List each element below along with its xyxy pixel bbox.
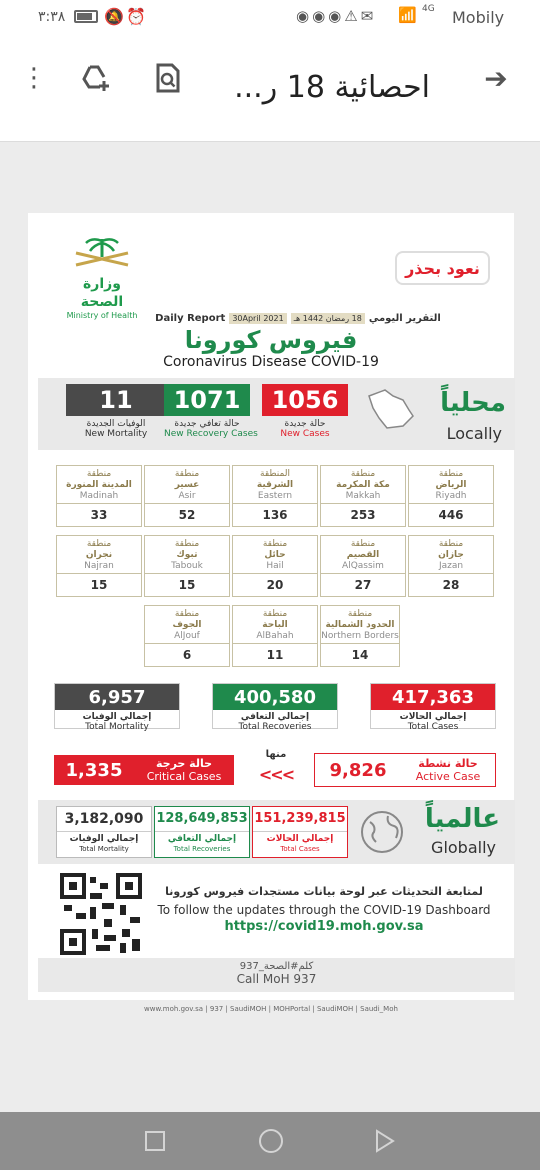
region-card <box>144 465 230 527</box>
active-cases-en: Active Case <box>415 770 481 783</box>
global-mortality-en: Total Mortality <box>79 845 129 853</box>
region-name-ar: جازان <box>438 550 464 560</box>
total-mortality-box <box>54 683 180 732</box>
back-arrow-icon[interactable]: ➔ <box>484 61 508 95</box>
notification-icons: ◉◉◉⚠✉ <box>296 7 377 25</box>
global-label-en: Globally <box>431 838 496 857</box>
title-ar: فيروس كورونا <box>184 326 358 354</box>
region-name-ar: الجوف <box>172 620 202 630</box>
region-header <box>57 466 141 504</box>
back-icon[interactable] <box>370 1126 400 1156</box>
critical-cases-ar: حالة حرجة <box>155 757 213 770</box>
region-card <box>232 535 318 597</box>
total-cases-box <box>370 683 496 732</box>
region-card <box>56 465 142 527</box>
global-cases-ar: إجمالي الحالات <box>266 834 334 844</box>
region-header <box>57 536 141 574</box>
moh-name-en: Ministry of Health <box>66 311 138 320</box>
region-header <box>233 606 317 644</box>
region-value: 20 <box>266 578 284 592</box>
region-card <box>320 465 406 527</box>
call-text-ar: كلم#الصحة_937 <box>239 961 314 972</box>
call-strip <box>38 958 515 992</box>
region-prefix: منطقة <box>347 609 373 619</box>
region-name-en: AlJouf <box>174 631 200 641</box>
global-label-ar: عالمياً <box>424 804 500 834</box>
total-cases-ar: إجمالي الحالات <box>399 712 467 722</box>
region-card <box>408 535 494 597</box>
region-header <box>233 466 317 504</box>
region-header <box>145 466 229 504</box>
home-icon[interactable] <box>256 1126 286 1156</box>
region-value: 11 <box>266 648 284 662</box>
total-recoveries-en: Total Recoveries <box>238 722 312 732</box>
local-label-ar: محلياً <box>440 388 506 418</box>
region-header <box>321 466 405 504</box>
new-mortality-stat <box>66 384 166 439</box>
total-recoveries-ar: إجمالي التعافي <box>240 712 310 722</box>
page-title: احصائية 18 ر... <box>234 70 430 105</box>
add-to-drive-icon[interactable] <box>76 58 116 98</box>
status-bar <box>0 0 540 36</box>
region-prefix: منطقة <box>438 469 464 479</box>
total-cases-value: 417,363 <box>371 684 495 710</box>
region-name-ar: القصيم <box>346 550 380 560</box>
region-header <box>233 536 317 574</box>
global-cases-value: 151,239,815 <box>253 807 347 832</box>
region-name-ar: حائل <box>264 550 286 560</box>
browser-toolbar <box>0 36 540 142</box>
critical-cases-en: Critical Cases <box>146 770 222 783</box>
status-time: ٣:٣٨ <box>38 9 66 25</box>
dashboard-text-en: To follow the updates through the COVID-19 Dashboard <box>157 903 491 917</box>
region-prefix: منطقة <box>262 609 288 619</box>
region-name-ar: تبوك <box>176 550 198 560</box>
region-value: 28 <box>442 578 460 592</box>
region-card <box>232 605 318 667</box>
region-name-ar: الحدود الشمالية <box>325 620 395 630</box>
find-in-file-icon[interactable] <box>148 58 188 98</box>
global-recoveries-en: Total Recoveries <box>173 845 231 853</box>
region-name-en: Jazan <box>438 561 464 571</box>
total-mortality-value: 6,957 <box>55 684 179 710</box>
region-value: 253 <box>350 508 376 522</box>
region-prefix: منطقة <box>86 539 112 549</box>
region-prefix: منطقة <box>438 539 464 549</box>
region-prefix: منطقة <box>174 469 200 479</box>
region-name-en: AlQassim <box>342 561 384 571</box>
region-name-ar: الرياض <box>435 480 467 490</box>
new-recoveries-stat <box>164 384 258 439</box>
new-cases-en: New Cases <box>280 429 330 439</box>
qr-code-icon[interactable] <box>60 873 142 955</box>
network-type: 4G <box>422 4 435 14</box>
new-recoveries-value: 1071 <box>164 384 250 416</box>
region-header <box>321 606 399 644</box>
region-name-ar: المدينة المنورة <box>66 480 132 490</box>
call-text-en: Call MoH 937 <box>236 972 317 986</box>
region-value: 15 <box>90 578 108 592</box>
region-value: 33 <box>90 508 108 522</box>
total-recoveries-value: 400,580 <box>213 684 337 710</box>
critical-cases-value: 1,335 <box>65 759 123 781</box>
total-cases-en: Total Cases <box>407 722 459 732</box>
date-gregorian: 30April 2021 <box>229 313 286 324</box>
region-value: 27 <box>354 578 372 592</box>
saudi-map-icon <box>363 386 417 432</box>
global-recoveries-box <box>154 806 250 858</box>
region-prefix: منطقة <box>86 469 112 479</box>
region-prefix: منطقة <box>262 539 288 549</box>
global-recoveries-value: 128,649,853 <box>155 807 249 832</box>
critical-cases-labels <box>134 757 234 783</box>
region-name-ar: الباحة <box>262 620 288 630</box>
region-value: 136 <box>262 508 288 522</box>
global-cases-en: Total Cases <box>280 845 320 853</box>
of-which-label: منها <box>265 749 287 760</box>
region-value: 15 <box>178 578 196 592</box>
region-name-en: Hail <box>266 561 284 571</box>
battery-icon <box>74 10 98 23</box>
total-mortality-ar: إجمالي الوفيات <box>82 712 152 722</box>
local-stats-strip <box>38 378 515 450</box>
global-mortality-value: 3,182,090 <box>57 807 151 832</box>
region-name-ar: نجران <box>85 550 113 560</box>
global-mortality-box <box>56 806 152 858</box>
region-name-en: Riyadh <box>435 491 467 501</box>
moh-name-ar: وزارة الصحة <box>80 276 124 310</box>
region-card <box>408 465 494 527</box>
system-nav-bar <box>0 1112 540 1170</box>
active-cases-ar: حالة نشطة <box>418 757 478 770</box>
region-name-ar: مكة المكرمة <box>336 480 390 490</box>
dashboard-url-link[interactable]: https://covid19.moh.gov.sa <box>224 919 424 934</box>
region-header <box>409 536 493 574</box>
region-card <box>144 535 230 597</box>
new-mortality-ar: الوفيات الجديدة <box>86 419 146 429</box>
new-recoveries-ar: حالة تعافي جديدة <box>174 419 240 429</box>
global-stats-strip <box>38 800 515 864</box>
region-card <box>320 605 400 667</box>
more-options-icon[interactable]: ⋮ <box>21 63 47 93</box>
carrier-name: Mobily <box>452 8 505 27</box>
dashboard-text-ar: لمتابعة التحديثات عبر لوحة بيانات مستجدات فيروس كورونا <box>165 885 483 898</box>
footer-social: www.moh.gov.sa | 937 | SaudiMOH | MOHPortal | SaudiMOH | Saudi_Moh <box>144 1005 398 1013</box>
region-card <box>56 535 142 597</box>
region-name-en: Asir <box>178 491 196 501</box>
region-name-ar: عسير <box>174 480 200 490</box>
region-name-ar: الشرقية <box>256 480 294 490</box>
moh-logo <box>62 235 142 320</box>
region-name-en: Tabouk <box>171 561 203 571</box>
new-cases-value: 1056 <box>262 384 348 416</box>
mute-icon: 🔕 <box>104 7 124 26</box>
region-prefix: منطقة <box>350 469 376 479</box>
region-name-en: Eastern <box>257 491 293 501</box>
globe-icon <box>358 808 406 856</box>
region-name-en: Madinah <box>79 491 119 501</box>
region-value: 6 <box>182 648 192 662</box>
critical-cases-box <box>54 755 234 785</box>
region-card <box>320 535 406 597</box>
region-prefix: منطقة <box>174 539 200 549</box>
region-card <box>144 605 230 667</box>
active-cases-labels <box>401 757 495 783</box>
region-value: 446 <box>438 508 464 522</box>
wifi-icon: 📶 <box>398 6 417 24</box>
global-cases-box <box>252 806 348 858</box>
title-en: Coronavirus Disease COVID-19 <box>163 354 379 370</box>
global-recoveries-ar: إجمالي التعافي <box>167 834 237 844</box>
region-name-en: AlBahah <box>256 631 294 641</box>
region-value: 52 <box>178 508 196 522</box>
alarm-icon: ⏰ <box>126 7 146 26</box>
region-prefix: منطقة <box>174 609 200 619</box>
campaign-logo: نعود بحذر <box>395 251 490 285</box>
daily-report-line <box>148 313 448 324</box>
region-header <box>145 606 229 644</box>
region-name-en: Najran <box>84 561 114 571</box>
active-cases-value: 9,826 <box>329 759 387 781</box>
arrows-icon: <<< <box>258 765 294 784</box>
region-card <box>232 465 318 527</box>
new-cases-ar: حالة جديدة <box>284 419 326 429</box>
total-mortality-en: Total Mortality <box>85 722 149 732</box>
daily-report-ar: التقرير اليومي <box>368 313 441 324</box>
new-mortality-en: New Mortality <box>84 429 148 439</box>
region-value: 14 <box>351 648 369 662</box>
region-header <box>409 466 493 504</box>
total-recoveries-box <box>212 683 338 732</box>
region-prefix: منطقة <box>350 539 376 549</box>
palm-swords-icon <box>62 235 142 271</box>
new-mortality-value: 11 <box>66 384 166 416</box>
new-cases-stat <box>262 384 348 439</box>
region-header <box>145 536 229 574</box>
new-recoveries-en: New Recovery Cases <box>164 429 258 439</box>
global-mortality-ar: إجمالي الوفيات <box>69 834 139 844</box>
recents-icon[interactable] <box>140 1126 170 1156</box>
report-card <box>28 213 514 1013</box>
date-hijri: 18 رمضان 1442 هـ <box>291 313 365 324</box>
active-cases-box <box>314 753 496 787</box>
region-header <box>321 536 405 574</box>
region-name-en: Northern Borders <box>321 631 399 641</box>
daily-report-en: Daily Report <box>155 313 226 324</box>
region-prefix: المنطقة <box>260 469 290 479</box>
local-label-en: Locally <box>446 424 502 443</box>
region-name-en: Makkah <box>345 491 381 501</box>
